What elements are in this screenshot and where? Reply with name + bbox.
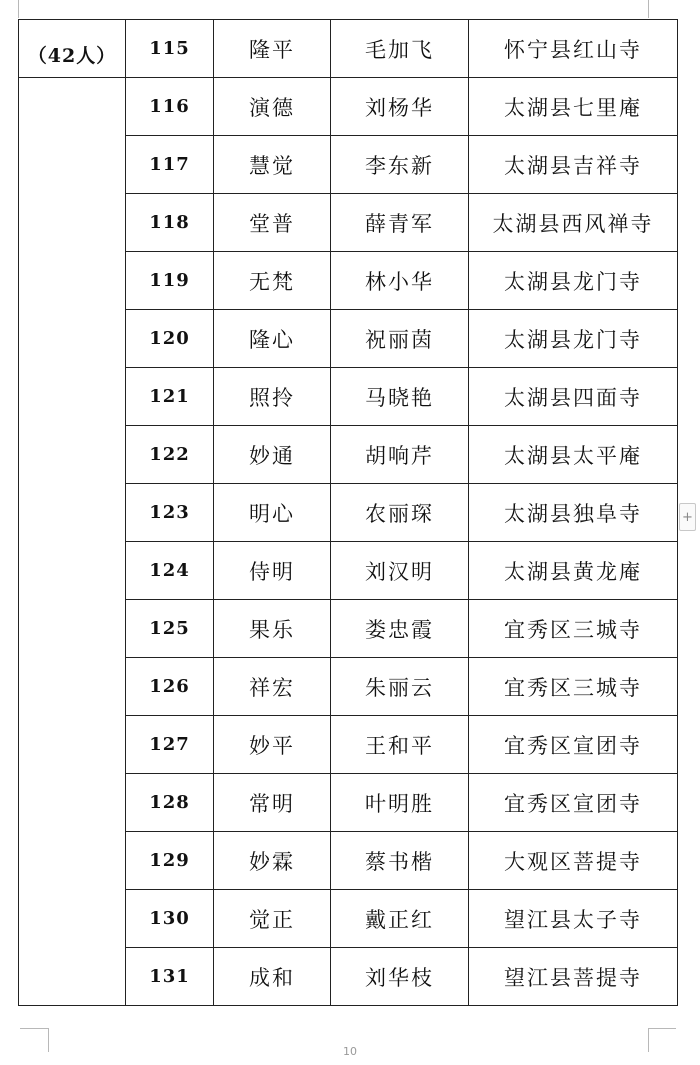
seq-number-cell: 118 (126, 194, 214, 252)
secular-name-cell: 娄忠霞 (331, 600, 469, 658)
seq-number-cell: 121 (126, 368, 214, 426)
dharma-name-cell: 成和 (214, 948, 331, 1006)
secular-name-cell: 朱丽云 (331, 658, 469, 716)
temple-cell: 大观区菩提寺 (469, 832, 678, 890)
table-row (19, 78, 678, 136)
secular-name-cell: 叶明胜 (331, 774, 469, 832)
temple-cell: 太湖县七里庵 (469, 78, 678, 136)
dharma-name-cell: 妙霖 (214, 832, 331, 890)
secular-name-cell: 农丽琛 (331, 484, 469, 542)
seq-number-cell: 126 (126, 658, 214, 716)
temple-cell: 怀宁县红山寺 (469, 20, 678, 78)
plus-icon: + (682, 509, 693, 525)
group-cell (19, 20, 126, 78)
temple-cell: 宜秀区宣团寺 (469, 774, 678, 832)
dharma-name-cell: 果乐 (214, 600, 331, 658)
secular-name-cell: 胡响芹 (331, 426, 469, 484)
seq-number-cell: 131 (126, 948, 214, 1006)
temple-cell: 望江县菩提寺 (469, 948, 678, 1006)
seq-number-cell: 125 (126, 600, 214, 658)
dharma-name-cell: 侍明 (214, 542, 331, 600)
secular-name-cell: 林小华 (331, 252, 469, 310)
dharma-name-cell: 慧觉 (214, 136, 331, 194)
temple-cell: 太湖县龙门寺 (469, 310, 678, 368)
temple-cell: 太湖县黄龙庵 (469, 542, 678, 600)
temple-cell: 宜秀区宣团寺 (469, 716, 678, 774)
seq-number-cell: 124 (126, 542, 214, 600)
seq-number-cell: 127 (126, 716, 214, 774)
crop-mark-bottom-right (648, 1028, 676, 1029)
seq-number-cell: 120 (126, 310, 214, 368)
temple-cell: 太湖县西风禅寺 (469, 194, 678, 252)
temple-cell: 太湖县吉祥寺 (469, 136, 678, 194)
dharma-name-cell: 觉正 (214, 890, 331, 948)
dharma-name-cell: 无梵 (214, 252, 331, 310)
seq-number-cell: 117 (126, 136, 214, 194)
temple-cell: 宜秀区三城寺 (469, 600, 678, 658)
seq-number-cell: 122 (126, 426, 214, 484)
dharma-name-cell: 妙平 (214, 716, 331, 774)
page-number: 10 (343, 1045, 357, 1058)
dharma-name-cell: 演德 (214, 78, 331, 136)
add-row-button[interactable] (679, 503, 696, 531)
seq-number-cell: 129 (126, 832, 214, 890)
dharma-name-cell: 照拎 (214, 368, 331, 426)
seq-number-cell: 123 (126, 484, 214, 542)
secular-name-cell: 祝丽茵 (331, 310, 469, 368)
crop-mark-top-right (648, 0, 649, 18)
secular-name-cell: 刘汉明 (331, 542, 469, 600)
temple-cell: 太湖县独阜寺 (469, 484, 678, 542)
dharma-name-cell: 妙通 (214, 426, 331, 484)
crop-mark-top-left (18, 0, 19, 18)
temple-cell: 太湖县四面寺 (469, 368, 678, 426)
seq-number-cell: 115 (126, 20, 214, 78)
secular-name-cell: 刘华枝 (331, 948, 469, 1006)
temple-cell: 太湖县龙门寺 (469, 252, 678, 310)
seq-number-cell: 116 (126, 78, 214, 136)
temple-cell: 宜秀区三城寺 (469, 658, 678, 716)
secular-name-cell: 刘杨华 (331, 78, 469, 136)
seq-number-cell: 119 (126, 252, 214, 310)
seq-number-cell: 130 (126, 890, 214, 948)
roster-table-body (19, 20, 678, 1006)
temple-cell: 太湖县太平庵 (469, 426, 678, 484)
table-row (19, 20, 678, 78)
secular-name-cell: 戴正红 (331, 890, 469, 948)
secular-name-cell: 薛青军 (331, 194, 469, 252)
dharma-name-cell: 隆心 (214, 310, 331, 368)
roster-table (18, 19, 678, 1006)
seq-number-cell: 128 (126, 774, 214, 832)
dharma-name-cell: 明心 (214, 484, 331, 542)
dharma-name-cell: 祥宏 (214, 658, 331, 716)
dharma-name-cell: 常明 (214, 774, 331, 832)
dharma-name-cell: 隆平 (214, 20, 331, 78)
secular-name-cell: 王和平 (331, 716, 469, 774)
group-count-label: （42人） (27, 45, 117, 67)
group-cell-blank (19, 78, 126, 1006)
secular-name-cell: 毛加飞 (331, 20, 469, 78)
secular-name-cell: 马晓艳 (331, 368, 469, 426)
secular-name-cell: 李东新 (331, 136, 469, 194)
secular-name-cell: 蔡书楷 (331, 832, 469, 890)
crop-mark-bottom-left (20, 1028, 48, 1029)
temple-cell: 望江县太子寺 (469, 890, 678, 948)
dharma-name-cell: 堂普 (214, 194, 331, 252)
